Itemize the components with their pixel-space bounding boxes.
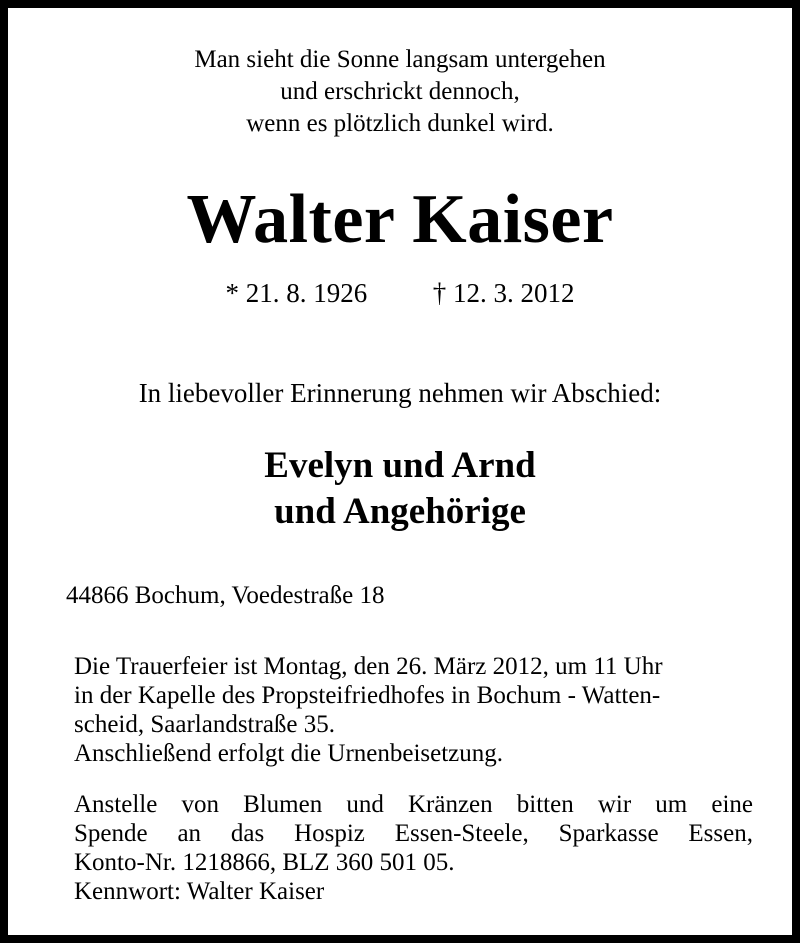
- donation-paragraph: [74, 790, 753, 906]
- poem-line-3: wenn es plötzlich dunkel wird.: [246, 110, 554, 137]
- donation-line-4: Kennwort: Walter Kaiser: [74, 878, 325, 905]
- birth-date: * 21. 8. 1926: [225, 278, 368, 308]
- poem-line-1: Man sieht die Sonne langsam untergehen: [194, 46, 606, 73]
- mourners-line-2: und Angehörige: [274, 491, 526, 532]
- donation-line-3: Konto-Nr. 1218866, BLZ 360 501 05.: [74, 849, 455, 876]
- poem-line-2: und erschrickt dennoch,: [280, 78, 520, 105]
- donation-line-1: Anstelle von Blumen und Kränzen bitten wir um eine: [74, 791, 753, 818]
- death-date: † 12. 3. 2012: [432, 278, 575, 308]
- donation-line-2: Spende an das Hospiz Essen-Steele, Sparkasse Essen,: [74, 820, 753, 847]
- deceased-name: Walter Kaiser: [186, 181, 614, 258]
- ceremony-line-4: Anschließend erfolgt die Urnenbeisetzung.: [74, 740, 504, 767]
- ceremony-line-1: Die Trauerfeier ist Montag, den 26. März 2012, um 11 Uhr: [74, 653, 663, 680]
- address: 44866 Bochum, Voedestraße 18: [66, 582, 385, 609]
- farewell-intro: In liebevoller Erinnerung nehmen wir Abschied:: [138, 378, 662, 408]
- ceremony-line-3: scheid, Saarlandstraße 35.: [74, 711, 336, 738]
- ceremony-paragraph: [74, 652, 753, 768]
- ceremony-line-2: in der Kapelle des Propsteifriedhofes in Bochum - Watten-: [74, 682, 661, 709]
- life-dates: [8, 276, 792, 310]
- mourners-line-1: Evelyn und Arnd: [264, 445, 536, 486]
